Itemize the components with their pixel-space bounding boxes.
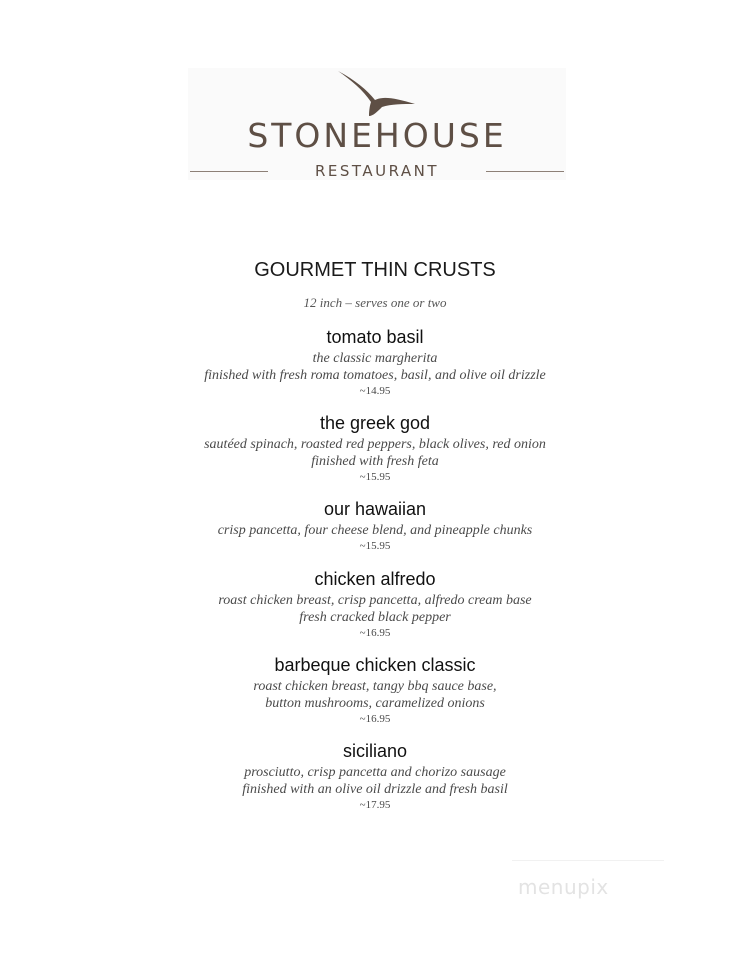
item-description: finished with an olive oil drizzle and fresh basil <box>242 782 508 797</box>
item-description: roast chicken breast, tangy bbq sauce base, <box>253 679 497 694</box>
item-description: button mushrooms, caramelized onions <box>265 696 485 711</box>
menu-item <box>0 326 750 398</box>
item-name: barbeque chicken classic <box>274 655 476 675</box>
item-price: ~14.95 <box>359 385 391 397</box>
section-title: GOURMET THIN CRUSTS <box>254 259 496 281</box>
menu-item <box>0 740 750 812</box>
brand-name: STONEHOUSE <box>247 116 507 155</box>
brand-subtitle-row <box>188 162 566 182</box>
item-name: our hawaiian <box>323 499 427 519</box>
seagull-icon <box>333 68 423 120</box>
section-serves: 12 inch – serves one or two <box>303 295 447 310</box>
item-description: sautéed spinach, roasted red peppers, black olives, red onion <box>204 437 546 452</box>
divider <box>486 171 564 172</box>
item-name: tomato basil <box>326 327 424 347</box>
item-description: finished with fresh feta <box>311 454 439 469</box>
item-price: ~16.95 <box>359 627 391 639</box>
item-price: ~15.95 <box>359 471 391 483</box>
item-description: prosciutto, crisp pancetta and chorizo sausage <box>244 765 506 780</box>
menu-item <box>0 654 750 726</box>
menu-item <box>0 498 750 553</box>
watermark: menupix <box>518 875 609 899</box>
item-description: fresh cracked black pepper <box>299 610 451 625</box>
item-description: the classic margherita <box>312 351 438 366</box>
watermark-line <box>512 860 664 861</box>
item-description: roast chicken breast, crisp pancetta, alfredo cream base <box>218 593 532 608</box>
item-price: ~15.95 <box>359 540 391 552</box>
menu-item <box>0 412 750 484</box>
item-price: ~16.95 <box>359 713 391 725</box>
restaurant-logo <box>188 68 566 180</box>
item-name: the greek god <box>319 413 431 433</box>
brand-subtitle: RESTAURANT <box>314 162 440 180</box>
item-description: finished with fresh roma tomatoes, basil, and olive oil drizzle <box>204 368 546 383</box>
item-description: crisp pancetta, four cheese blend, and pineapple chunks <box>217 523 533 538</box>
item-name: chicken alfredo <box>314 569 436 589</box>
item-price: ~17.95 <box>359 799 391 811</box>
menu-item <box>0 568 750 640</box>
item-name: siciliano <box>342 741 408 761</box>
